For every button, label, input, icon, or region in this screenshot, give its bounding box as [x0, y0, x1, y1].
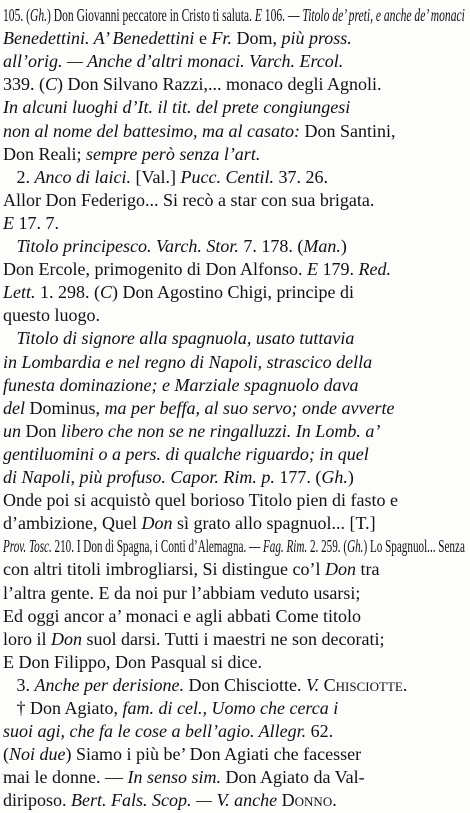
text-run: Don [141, 513, 173, 534]
text-run: 2. [3, 166, 35, 187]
text-line [3, 580, 360, 606]
text-line [3, 487, 398, 513]
text-line [3, 533, 465, 559]
text-run: ) [340, 236, 347, 256]
text-run: 177. ( [274, 467, 322, 487]
text-run: più pross. [281, 28, 352, 49]
text-run: Bert. Fals. Scop. — V. anche [71, 790, 278, 811]
text-run: Anco di laici. [34, 166, 131, 187]
text-line [3, 395, 394, 421]
text-run: Don [21, 420, 61, 441]
text-run: Onde poi si acquistò quel borioso Titolo pien di fasto e [3, 490, 398, 511]
text-line [3, 210, 59, 236]
text-run: Titolo principesco. Varch. Stor. [16, 236, 239, 256]
text-run: Fag. Rim. [262, 536, 308, 557]
text-run: 2. 259. ( [307, 536, 348, 557]
text-run: Don Santini, [299, 120, 396, 141]
text-run: Noi due [9, 744, 66, 765]
text-line [3, 118, 395, 144]
text-run: Lett. [3, 282, 36, 303]
text-line [3, 418, 380, 444]
text-line [3, 603, 361, 629]
text-run: Don [324, 559, 356, 580]
text-line [3, 325, 354, 351]
text-run: in Lombardia e nel regno di Napoli, strascico della [3, 351, 373, 372]
text-run: suol darsi. Tutti i maestri ne son decorati; [82, 628, 385, 649]
text-run: all’orig. — Anche d’altri monaci. Varch. Ercol. [3, 51, 344, 72]
text-run: Gh. [29, 5, 48, 25]
text-run: 17. 7. [14, 212, 59, 233]
text-run: Gh. [321, 467, 348, 487]
text-run: e [194, 28, 212, 49]
text-line [3, 187, 374, 213]
text-run: ) Don Giovanni peccatore in Cristo ti saluta. [47, 5, 255, 25]
text-line [3, 695, 338, 721]
text-run: 7. 178. ( [238, 236, 304, 256]
text-line [3, 302, 100, 328]
text-run: Man. [303, 236, 341, 256]
text-line [3, 649, 262, 675]
text-run: 179. [317, 259, 359, 280]
text-run: suoi agi, che fa le cose a bell’agio. Allegr. [3, 721, 307, 742]
text-run: 62. [306, 721, 334, 742]
text-run: fam. di cel., Uomo che cerca i [122, 698, 339, 718]
text-run: 210. I Don di Spagna, i Conti d’Alemagna. — [51, 536, 263, 557]
text-run: Fr. [211, 28, 232, 49]
text-run: 339. ( [3, 74, 45, 95]
text-run: libero che non se ne ringalluzzi. In Lomb. a’ [61, 420, 381, 441]
text-line [3, 672, 407, 698]
text-run: E Don Filippo, Don Pasqual si dice. [3, 651, 262, 672]
text-run: C [45, 74, 58, 95]
text-run: ) Siamo i più be’ Don Agiati che facesser [65, 744, 362, 765]
text-line [3, 48, 343, 74]
text-run: ) Don Agostino Chigi, principe di [112, 282, 355, 303]
text-run: In alcuni luoghi d’It. il tit. del prete congiungesi [3, 97, 351, 118]
text-line [3, 256, 391, 282]
text-run: gentiluomini o a pers. di qualche riguardo; in quel [3, 443, 369, 464]
text-line [3, 510, 376, 536]
text-run [3, 236, 17, 256]
text-run: Ed oggi ancor a’ monaci e agli abbati Come titolo [3, 605, 362, 626]
text-run: Donno. [277, 790, 337, 811]
text-run: E [254, 5, 262, 25]
text-line [3, 464, 354, 490]
text-run: Don Ercole, primogenito di Don Alfonso. [3, 259, 307, 280]
text-run [3, 328, 17, 348]
text-run: mai le donne. — [3, 767, 128, 788]
text-run: Prov. Tosc. [3, 536, 52, 557]
text-run: Dom, [231, 28, 282, 49]
text-run: l’altra gente. E da noi pur l’abbiam veduto usarsi; [3, 582, 361, 603]
text-run: con altri titoli imbrogliarsi, Si distingue co’l [3, 559, 325, 580]
text-run: [Val.] [130, 166, 181, 187]
text-run: C [100, 282, 113, 303]
text-line [3, 626, 384, 652]
text-line [3, 372, 358, 398]
text-line [3, 764, 365, 790]
text-run: ) [347, 467, 354, 487]
text-run: 37. 26. [273, 166, 328, 187]
text-run: Benedettini. A’ Benedettini [3, 28, 195, 49]
text-run: Pucc. Centil. [180, 166, 274, 187]
text-run: Titolo di signore alla spagnuola, usato tuttavia [16, 328, 355, 349]
text-run: di Napoli, più profuso. Capor. Rim. p. [3, 467, 275, 487]
text-run: Dominus, [25, 397, 105, 418]
text-line [3, 441, 369, 467]
text-line [3, 164, 328, 190]
text-run: V. [305, 674, 320, 695]
text-run: ) Lo Spagnuol... Senza [363, 536, 465, 557]
text-run: † Don Agiato, [3, 698, 123, 718]
text-run: d’ambizione, Quel [3, 513, 142, 534]
text-run: E [306, 259, 318, 280]
text-run: Don Chisciotte. [183, 674, 306, 695]
text-line [3, 741, 361, 767]
text-run: ma per beffa, al suo servo; onde avverte [104, 397, 395, 418]
text-line [3, 71, 381, 97]
text-line [3, 94, 350, 120]
text-line [3, 2, 465, 28]
text-run: E [3, 212, 14, 233]
text-line [3, 556, 379, 582]
text-line [3, 718, 333, 744]
text-run: funesta dominazione; e Marziale spagnuolo dava [3, 374, 359, 395]
text-line [3, 349, 372, 375]
text-line [3, 141, 260, 167]
text-run: sempre però senza l’art. [86, 143, 261, 164]
text-line [3, 25, 352, 51]
text-run: Allor Don Federigo... Si recò a star con sua brigata. [3, 189, 375, 210]
text-run: In senso sim. [127, 767, 221, 788]
text-run: Chisciotte. [319, 674, 408, 695]
text-run: Red. [358, 259, 391, 280]
text-run: 1. 298. ( [35, 282, 101, 303]
text-run: 105. ( [3, 5, 30, 25]
text-run: Titolo de’ preti, e anche de’ monaci [302, 5, 465, 25]
text-run: tra [355, 559, 380, 580]
text-line [3, 233, 347, 259]
text-run: del [3, 397, 25, 418]
text-run: Don [51, 628, 82, 649]
text-run: diriposo. [3, 790, 72, 811]
text-run: non al nome del battesimo, ma al casato: [3, 120, 300, 141]
text-run: 3. [3, 674, 35, 695]
text-run: loro il [3, 628, 51, 649]
text-run: ( [3, 744, 9, 765]
text-run: ) Don Silvano Razzi,... monaco degli Agnoli. [57, 74, 382, 95]
text-run: Don Agiato da Val- [220, 767, 365, 788]
text-run: Don Reali; [3, 143, 86, 164]
text-run: questo luogo. [3, 305, 100, 326]
text-run: 106. — [261, 5, 303, 25]
text-run: un [3, 420, 21, 441]
text-run: sì grato allo spagnuol... [T.] [172, 513, 376, 534]
text-run: Anche per derisione. [34, 674, 184, 695]
text-line [3, 787, 337, 813]
text-run: Gh. [347, 536, 364, 557]
text-line [3, 279, 354, 305]
